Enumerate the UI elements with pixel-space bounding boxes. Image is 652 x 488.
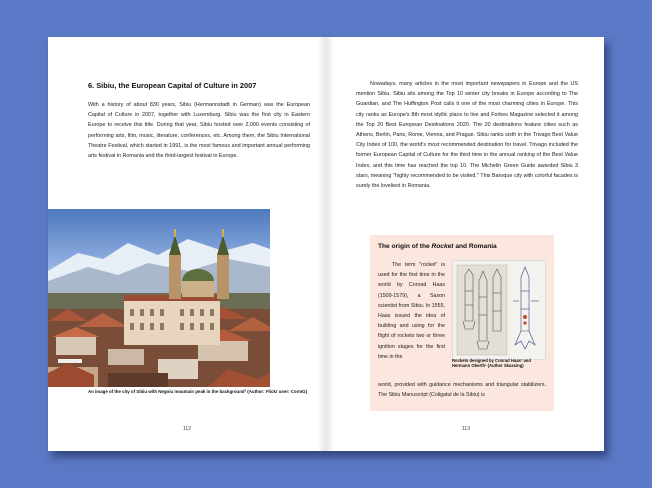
box-title: [378, 243, 497, 250]
rocket-sketch: [452, 260, 546, 360]
box-text-full: world, provided with guidance mechanisms and triangular stabilizers. The Sibiu Manuscript (Coligatul de la Sibiu) is: [378, 382, 546, 399]
left-paragraph: With a history of about 830 years, Sibiu (Hermannstadt in German) was the European Capital of Culture in 2007, together with Luxemburg. Sibiu was the first city in Eastern Europe to receive this title. During that year, Sibiu hosted over 2,000 events consisting of performing arts, film, music, literature, conferences, etc. Among them, the Sibiu International Theatre Festival, which started in 1991, is the most famous and important annual performing arts festival in Romania and the third-largest festival in Europe.: [88, 102, 310, 160]
rocket-origin-box: [370, 235, 554, 411]
box-text-narrow: [378, 260, 445, 362]
book-spread: [48, 37, 604, 451]
left-page: [48, 37, 326, 451]
box-text-narrow-content: The term "rocket" is used for the first time in the world by Conrad Haas (1509-1579), a Saxon scientist from Sibiu. In 1555, Haas issued the idea of building and using for the flight of rockets two or three ignition stages for the first time in the: [378, 262, 445, 360]
box-title-prefix: The origin of the: [378, 243, 432, 250]
right-page: [326, 37, 604, 451]
city-photo-icon: [48, 209, 270, 387]
page-number-left: 112: [183, 426, 191, 432]
city-photo: [48, 209, 270, 387]
box-title-suffix: and Romania: [453, 243, 497, 250]
right-paragraph: Nowadays, many articles in the most important newspapers in Europe and the US mention Sibiu. Sibiu sits among the Top 10 winter city breaks in Europe according to The Guardian, and The Huffington Post calls it one of the most charming cities in Europe. This city ranks as Europe's 8th most idyllic place to live and Forbes Magazine selected it among the Top 20 Best European Destinations 2020. The 20 destinations feature cities such as Athens, Berlin, Paris, Rome, Vienna, and Prague. Sibiu ranks sixth in the Trivago Best Value City Index of 100, the world's most recommended destination for travel. Trivago included the former European Capital of Culture for the third time in the annual ranking of the Best Value Index, and this time has reached the top 10. The Michelin Green Guide awarded Sibiu 3 stars, meaning "highly recommended to be visited." This Baroque city with colorful facades is surely the loveliest in Romania.: [356, 81, 578, 190]
photo-caption: An image of the city of Sibiu with Negoiu mountain peak in the background¹ (Author: Flickr user: CornIG): [88, 389, 308, 394]
rocket-sketch-icon: [453, 261, 545, 359]
sketch-caption: Rockets designed by Conrad Haas² and Hermann Oberth³ (Author Skassing): [452, 358, 531, 369]
page-number-right: 113: [462, 426, 470, 432]
section-heading: 6. Sibiu, the European Capital of Culture in 2007: [88, 81, 257, 90]
box-title-italic: Rocket: [431, 243, 454, 250]
